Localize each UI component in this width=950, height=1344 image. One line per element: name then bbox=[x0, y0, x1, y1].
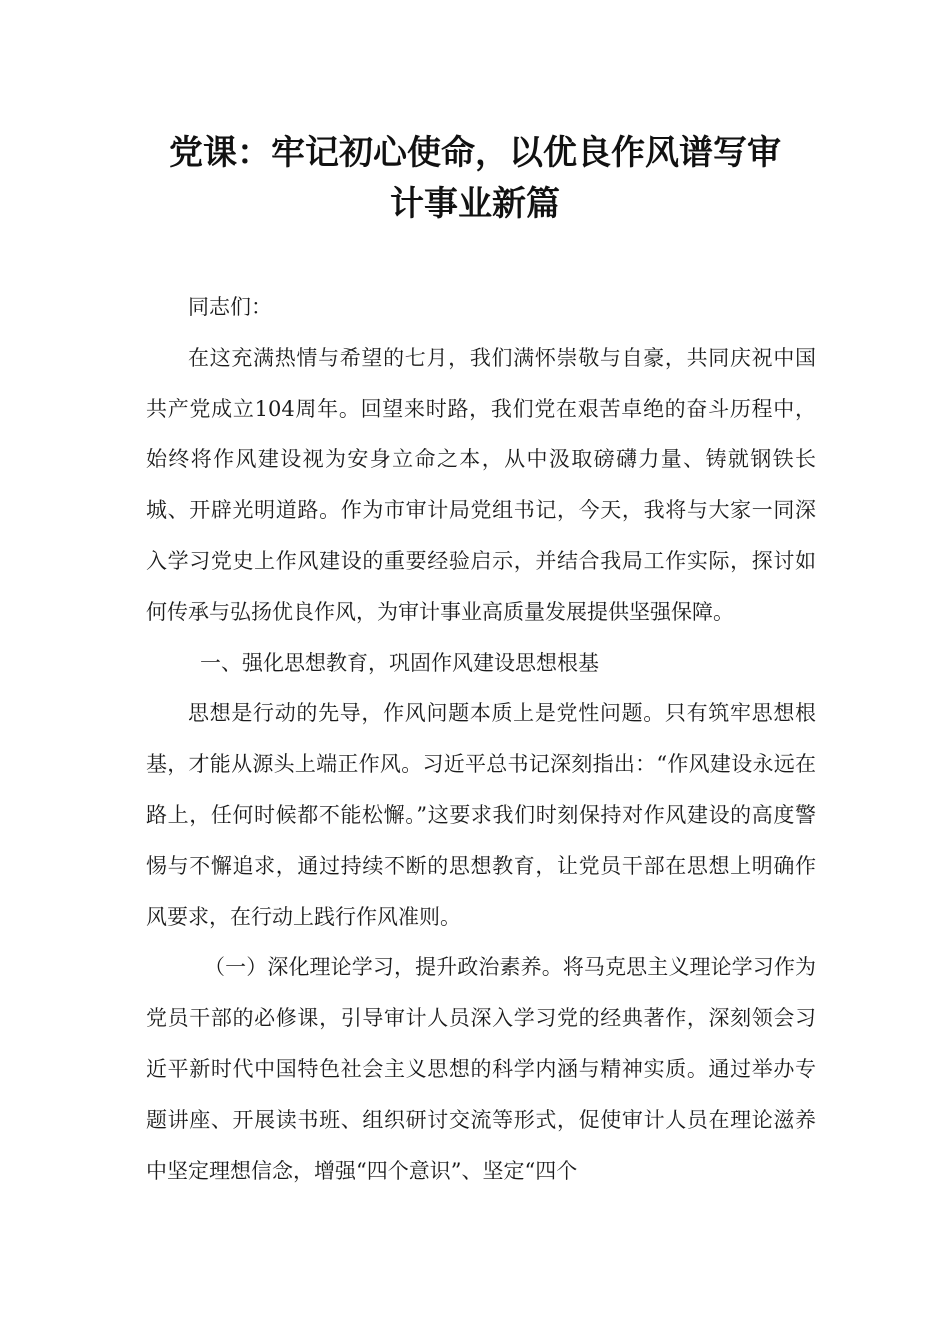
greeting: 同志们： bbox=[188, 295, 272, 319]
document-title bbox=[120, 128, 830, 230]
paragraph-subsection-1: （一）深化理论学习，提升政治素养。将马克思主义理论学习作为党员干部的必修课，引导审计人员深入学习党的经典著作，深刻领会习近平新时代中国特色社会主义思想的科学内涵与精神实质。通过举办专题讲座、开展读书班、组织研讨交流等形式，促使审计人员在理论滋养中坚定理想信念，增强“四个意识”、坚定“四个 bbox=[146, 955, 816, 1183]
paragraph-intro: 在这充满热情与希望的七月，我们满怀崇敬与自豪，共同庆祝中国共产党成立104周年。回望来时路，我们党在艰苦卓绝的奋斗历程中，始终将作风建设视为安身立命之本，从中汲取磅礴力量、铸就钢铁长城、开辟光明道路。作为市审计局党组书记，今天，我将与大家一同深入学习党史上作风建设的重要经验启示，并结合我局工作实际，探讨如何传承与弘扬优良作风，为审计事业高质量发展提供坚强保障。 bbox=[146, 345, 816, 624]
document-body bbox=[146, 282, 816, 1196]
section-heading-1: 一、强化思想教育，巩固作风建设思想根基 bbox=[200, 650, 599, 675]
title-line-1: 党课：牢记初心使命，以优良作风谱写审 bbox=[169, 133, 781, 173]
paragraph-section-1: 思想是行动的先导，作风问题本质上是党性问题。只有筑牢思想根基，才能从源头上端正作风。习近平总书记深刻指出：“作风建设永远在路上，任何时候都不能松懈。”这要求我们时刻保持对作风建设的高度警惕与不懈追求，通过持续不断的思想教育，让党员干部在思想上明确作风要求，在行动上践行作风准则。 bbox=[146, 701, 816, 929]
title-line-2: 计事业新篇 bbox=[390, 184, 560, 224]
